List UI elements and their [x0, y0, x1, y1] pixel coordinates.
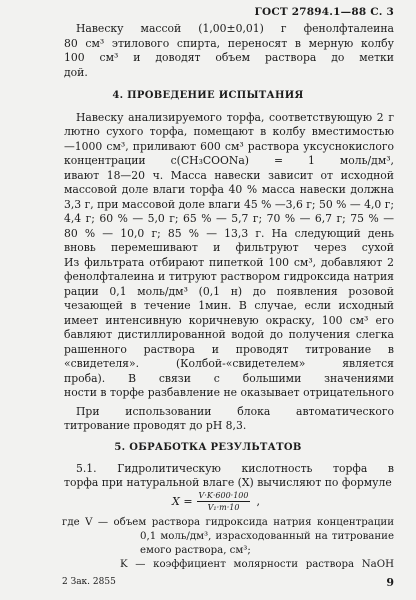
paragraph-line: 5.1. Гидролитическую кислотность торфа в	[76, 462, 394, 475]
paragraph-line: имеет интенсивную коричневую окраску, 100 см³ его	[64, 314, 394, 327]
page-number: 9	[386, 576, 394, 589]
paragraph-line: фенолфталеина и титруют раствором гидроксида натрия	[64, 270, 394, 283]
paragraph-line: рашенного раствора и проводят титрование в	[64, 343, 394, 356]
definition-line: где V — объем раствора гидроксида натрия концентрации	[62, 517, 394, 528]
paragraph-line: 80 см³ этилового спирта, переносят в мерную колбу	[64, 37, 394, 50]
definition-line: 0,1 моль/дм³, израсходованный на титрование	[140, 531, 394, 542]
paragraph-line: лютно сухого торфа, помещают в колбу вместимостью	[64, 125, 394, 138]
paragraph-line: концентрации c(CH₃COONa) = 1 моль/дм³,	[64, 154, 394, 167]
paragraph-line: Навеску анализируемого торфа, соответствующую 2 г	[76, 111, 394, 124]
paragraph-line: рации 0,1 моль/дм³ (0,1 н) до появления розовой	[64, 285, 394, 298]
section-heading: 4. ПРОВЕДЕНИЕ ИСПЫТАНИЯ	[112, 90, 304, 101]
paragraph-line: чезающей в течение 1мин. В случае, если исходный	[64, 299, 394, 312]
paragraph-line: При использовании блока автоматического	[76, 405, 394, 418]
paragraph-line: «свидетеля». (Колбой-«свидетелем» является	[64, 357, 394, 370]
formula-tail: ,	[256, 494, 260, 508]
formula-fraction	[197, 491, 251, 512]
paragraph-line: торфа при натуральной влаге (X) вычисляют по формуле	[64, 476, 392, 489]
paragraph-line: Из фильтрата отбирают пипеткой 100 см³, добавляют 2	[64, 256, 394, 269]
paragraph-line: массовой доле влаги торфа 40 % масса навески должна	[64, 183, 394, 196]
page-header: ГОСТ 27894.1—88 С. 3	[254, 6, 394, 18]
formula-lhs: X =	[172, 494, 193, 508]
section-heading: 5. ОБРАБОТКА РЕЗУЛЬТАТОВ	[114, 442, 302, 453]
paragraph-line: вновь перемешивают и фильтруют через сухой	[64, 241, 394, 254]
paragraph-line: 80 % — 10,0 г; 85 % — 13,3 г. На следующий день	[64, 227, 394, 240]
definition-line: K — коэффициент молярности раствора NaOH	[120, 559, 394, 570]
paragraph-line: 3,3 г, при массовой доле влаги 45 % —3,6 г; 50 % — 4,0 г;	[64, 198, 394, 211]
paragraph-line: титрование проводят до pH 8,3.	[64, 419, 247, 432]
paragraph-line: —1000 см³, приливают 600 см³ раствора уксуснокислого	[64, 140, 394, 153]
paragraph-line: ности в торфе разбавление не оказывает отрицательного	[64, 386, 394, 399]
paragraph-line: дой.	[64, 66, 88, 79]
paragraph-line: проба). В связи с большими значениями	[64, 372, 394, 385]
paragraph-line: бавляют дистиллированной водой до получения слегка	[64, 328, 394, 341]
formula-denominator: V₁·m·10	[207, 502, 240, 512]
paragraph-line: Навеску массой (1,00±0,01) г фенолфталеина	[76, 22, 394, 35]
print-order-number: 2 Зак. 2855	[62, 577, 116, 587]
paragraph-line: 4,4 г; 60 % — 5,0 г; 65 % — 5,7 г; 70 % — 6,7 г; 75 % —	[64, 212, 394, 225]
paragraph-line: 100 см³ и доводят объем раствора до метки	[64, 51, 394, 64]
formula-numerator: V·K·600·100	[198, 490, 249, 500]
definition-line: емого раствора, см³;	[140, 545, 251, 556]
paragraph-line: ивают 18—20 ч. Масса навески зависит от исходной	[64, 169, 394, 182]
formula	[172, 488, 260, 514]
